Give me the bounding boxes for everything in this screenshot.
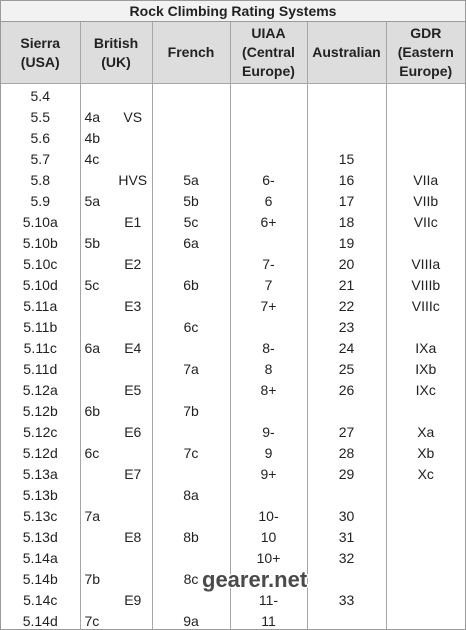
header-gdr-line: GDR: [410, 25, 442, 41]
cell-british-adjectival: E5: [114, 379, 152, 400]
table-row: [1, 169, 465, 190]
cell-uiaa: 9: [230, 442, 307, 463]
cell-british-technical: [80, 547, 114, 568]
cell-uiaa: [230, 106, 307, 127]
cell-uiaa: 10: [230, 526, 307, 547]
cell-french: [152, 106, 230, 127]
cell-british-technical: 5b: [84, 234, 101, 251]
cell-australian: 31: [307, 526, 386, 547]
cell-uiaa: 7-: [230, 253, 307, 274]
table-row: [1, 316, 465, 337]
header-sierra-line: (USA): [20, 53, 60, 70]
cell-sierra: 5.11d: [1, 358, 80, 379]
cell-australian: 22: [307, 295, 386, 316]
cell-gdr: Xa: [417, 423, 435, 440]
cell-australian: 17: [307, 190, 386, 211]
cell-australian: 27: [307, 421, 386, 442]
cell-gdr: VIIc: [413, 213, 438, 230]
cell-australian: [307, 610, 386, 630]
cell-gdr: [386, 84, 465, 107]
cell-british-technical: 4a: [84, 108, 101, 125]
cell-british-technical: [80, 484, 114, 505]
cell-uiaa: [230, 400, 307, 421]
cell-british-adjectival: [114, 127, 152, 148]
cell-french: [152, 84, 230, 107]
cell-british-adjectival: [114, 190, 152, 211]
cell-australian: 28: [307, 442, 386, 463]
cell-british-technical: 6a: [84, 339, 101, 356]
cell-british-adjectival: [114, 484, 152, 505]
cell-french: 5b: [152, 190, 230, 211]
cell-sierra: 5.12b: [1, 400, 80, 421]
cell-australian: 23: [307, 316, 386, 337]
table-row: [1, 400, 465, 421]
table-row: [1, 610, 465, 630]
header-gdr: [386, 22, 465, 84]
cell-sierra: 5.11b: [1, 316, 80, 337]
cell-gdr: VIIb: [413, 192, 439, 209]
cell-australian: [307, 84, 386, 107]
cell-french: [152, 547, 230, 568]
cell-australian: [307, 127, 386, 148]
cell-uiaa: 10-: [230, 505, 307, 526]
table-row: [1, 505, 465, 526]
cell-australian: 29: [307, 463, 386, 484]
header-gdr-line: (Eastern: [397, 44, 454, 60]
cell-australian: 21: [307, 274, 386, 295]
cell-sierra: 5.11a: [1, 295, 80, 316]
cell-french: 8a: [152, 484, 230, 505]
cell-gdr: [386, 148, 465, 169]
header-row: [1, 22, 465, 84]
cell-french: 9a: [152, 610, 230, 630]
cell-british-adjectival: [114, 442, 152, 463]
cell-sierra: 5.13b: [1, 484, 80, 505]
cell-uiaa: [230, 232, 307, 253]
cell-french: 6b: [152, 274, 230, 295]
table-row: [1, 106, 465, 127]
header-australian: [307, 22, 386, 84]
cell-british-technical: [80, 169, 114, 190]
cell-british-technical: [80, 358, 114, 379]
cell-sierra: 5.13d: [1, 526, 80, 547]
cell-british-adjectival: E4: [114, 337, 152, 358]
table-row: [1, 274, 465, 295]
table-row: [1, 295, 465, 316]
cell-gdr: [386, 127, 465, 148]
cell-uiaa: 8: [230, 358, 307, 379]
table-row: [1, 547, 465, 568]
header-uiaa: [230, 22, 307, 84]
cell-british-adjectival: [114, 505, 152, 526]
cell-sierra: 5.14a: [1, 547, 80, 568]
cell-british-technical: [80, 526, 114, 547]
cell-uiaa: [230, 84, 307, 107]
cell-gdr: VIIIa: [411, 255, 441, 272]
cell-british-adjectival: [114, 358, 152, 379]
cell-british-adjectival: E6: [114, 421, 152, 442]
table-row: [1, 84, 465, 107]
cell-uiaa: 9-: [230, 421, 307, 442]
cell-uiaa: [230, 484, 307, 505]
cell-french: 5a: [152, 169, 230, 190]
header-sierra-line: Sierra: [20, 34, 61, 51]
cell-british-adjectival: [114, 316, 152, 337]
cell-british-adjectival: [114, 232, 152, 253]
cell-british-adjectival: [114, 610, 152, 630]
cell-uiaa: 8-: [230, 337, 307, 358]
table-row: [1, 211, 465, 232]
cell-french: 7b: [152, 400, 230, 421]
cell-uiaa: [230, 127, 307, 148]
header-french-line: French: [167, 44, 215, 60]
table-row: [1, 148, 465, 169]
cell-french: [152, 337, 230, 358]
cell-uiaa: 8+: [230, 379, 307, 400]
cell-australian: 15: [307, 148, 386, 169]
cell-french: [152, 379, 230, 400]
cell-gdr: IXc: [415, 381, 436, 398]
header-gdr-line: Europe): [399, 63, 453, 79]
table-row: [1, 253, 465, 274]
cell-french: 8b: [152, 526, 230, 547]
cell-uiaa: 9+: [230, 463, 307, 484]
cell-uiaa: 6+: [230, 211, 307, 232]
cell-uiaa: 11: [230, 610, 307, 630]
cell-sierra: 5.10c: [1, 253, 80, 274]
cell-british-technical: [80, 211, 114, 232]
cell-gdr: [386, 547, 465, 568]
cell-uiaa: [230, 316, 307, 337]
rating-table: [1, 22, 465, 630]
cell-uiaa: [230, 148, 307, 169]
cell-sierra: 5.10d: [1, 274, 80, 295]
cell-australian: [307, 484, 386, 505]
cell-gdr: VIIIc: [411, 297, 440, 314]
cell-french: 7a: [152, 358, 230, 379]
cell-british-adjectival: E8: [114, 526, 152, 547]
cell-french: 7c: [152, 442, 230, 463]
table-row: [1, 484, 465, 505]
cell-british-adjectival: [114, 274, 152, 295]
header-british: [80, 22, 152, 84]
cell-sierra: 5.10b: [1, 232, 80, 253]
cell-british-adjectival: E3: [114, 295, 152, 316]
cell-british-adjectival: VS: [114, 106, 152, 127]
cell-british-technical: 4c: [84, 150, 100, 167]
header-british-line: British: [93, 34, 139, 51]
table-body: [1, 84, 465, 630]
cell-british-technical: 7a: [84, 507, 101, 524]
cell-british-adjectival: [114, 568, 152, 589]
cell-australian: 24: [307, 337, 386, 358]
cell-sierra: 5.10a: [1, 211, 80, 232]
table-row: [1, 526, 465, 547]
table-row: [1, 358, 465, 379]
cell-australian: 19: [307, 232, 386, 253]
table-row: [1, 337, 465, 358]
cell-british-adjectival: [114, 84, 152, 107]
cell-sierra: 5.7: [1, 148, 80, 169]
cell-australian: 26: [307, 379, 386, 400]
cell-gdr: [386, 232, 465, 253]
cell-british-technical: 5c: [84, 276, 100, 293]
header-sierra: [1, 22, 80, 84]
cell-sierra: 5.5: [1, 106, 80, 127]
table-row: [1, 127, 465, 148]
cell-uiaa: 6-: [230, 169, 307, 190]
header-australian-line: Australian: [312, 44, 381, 60]
cell-british-technical: 6c: [84, 444, 100, 461]
cell-gdr: [386, 106, 465, 127]
header-uiaa-line: Europe): [242, 63, 295, 79]
cell-gdr: [386, 526, 465, 547]
cell-french: [152, 463, 230, 484]
cell-gdr: [386, 400, 465, 421]
cell-british-adjectival: E2: [114, 253, 152, 274]
cell-french: 8c: [152, 568, 230, 589]
cell-british-technical: [80, 379, 114, 400]
cell-french: 5c: [152, 211, 230, 232]
cell-sierra: 5.8: [1, 169, 80, 190]
cell-british-technical: 7b: [84, 570, 101, 587]
cell-french: [152, 148, 230, 169]
cell-australian: 20: [307, 253, 386, 274]
cell-sierra: 5.4: [1, 84, 80, 107]
cell-british-adjectival: E7: [114, 463, 152, 484]
cell-australian: [307, 106, 386, 127]
cell-british-adjectival: HVS: [114, 169, 152, 190]
cell-australian: 32: [307, 547, 386, 568]
cell-australian: 25: [307, 358, 386, 379]
cell-british-adjectival: E1: [114, 211, 152, 232]
cell-sierra: 5.14d: [1, 610, 80, 630]
cell-gdr: VIIa: [413, 171, 439, 188]
cell-gdr: [386, 589, 465, 610]
table-row: [1, 232, 465, 253]
cell-british-adjectival: [114, 400, 152, 421]
cell-sierra: 5.14c: [1, 589, 80, 610]
cell-french: [152, 127, 230, 148]
cell-british-adjectival: E9: [114, 589, 152, 610]
cell-gdr: Xb: [417, 444, 435, 461]
cell-sierra: 5.12d: [1, 442, 80, 463]
watermark: gearer.net: [202, 567, 308, 592]
header-french: [152, 22, 230, 84]
cell-sierra: 5.14b: [1, 568, 80, 589]
cell-uiaa: 10+: [230, 547, 307, 568]
cell-gdr: IXb: [415, 360, 437, 377]
cell-sierra: 5.11c: [1, 337, 80, 358]
cell-british-technical: [80, 316, 114, 337]
header-british-line: (UK): [101, 53, 131, 70]
cell-french: [152, 421, 230, 442]
cell-uiaa: 7: [230, 274, 307, 295]
cell-british-adjectival: [114, 148, 152, 169]
cell-british-technical: 7c: [84, 612, 100, 629]
cell-gdr: [386, 568, 465, 589]
table-title: Rock Climbing Rating Systems: [1, 1, 465, 22]
cell-british-technical: 5a: [84, 192, 101, 209]
table-row: [1, 379, 465, 400]
cell-sierra: 5.12a: [1, 379, 80, 400]
cell-australian: 30: [307, 505, 386, 526]
cell-australian: 16: [307, 169, 386, 190]
cell-french: [152, 295, 230, 316]
table-row: [1, 442, 465, 463]
cell-french: [152, 253, 230, 274]
cell-british-technical: [80, 463, 114, 484]
cell-uiaa: 6: [230, 190, 307, 211]
cell-gdr: Xc: [417, 465, 434, 482]
cell-uiaa: 7+: [230, 295, 307, 316]
cell-british-technical: [80, 421, 114, 442]
cell-french: 6c: [152, 316, 230, 337]
cell-uiaa: 11-: [230, 589, 307, 610]
cell-british-technical: 6b: [84, 402, 101, 419]
table-row: [1, 463, 465, 484]
cell-sierra: 5.6: [1, 127, 80, 148]
cell-french: [152, 505, 230, 526]
cell-british-technical: [80, 295, 114, 316]
cell-sierra: 5.12c: [1, 421, 80, 442]
cell-british-adjectival: [114, 547, 152, 568]
cell-french: 6a: [152, 232, 230, 253]
cell-sierra: 5.13c: [1, 505, 80, 526]
cell-british-technical: [80, 589, 114, 610]
header-uiaa-line: UIAA: [251, 25, 286, 41]
cell-gdr: VIIIb: [411, 276, 441, 293]
cell-british-technical: 4b: [84, 129, 101, 146]
header-uiaa-line: (Central: [242, 44, 295, 60]
cell-australian: 33: [307, 589, 386, 610]
cell-sierra: 5.13a: [1, 463, 80, 484]
cell-gdr: [386, 316, 465, 337]
cell-gdr: [386, 610, 465, 630]
cell-australian: [307, 400, 386, 421]
cell-gdr: [386, 484, 465, 505]
cell-gdr: [386, 505, 465, 526]
cell-gdr: IXa: [415, 339, 437, 356]
cell-british-technical: [80, 84, 114, 107]
cell-australian: 18: [307, 211, 386, 232]
cell-british-technical: [80, 253, 114, 274]
cell-sierra: 5.9: [1, 190, 80, 211]
table-row: [1, 421, 465, 442]
table-row: [1, 190, 465, 211]
cell-australian: [307, 568, 386, 589]
